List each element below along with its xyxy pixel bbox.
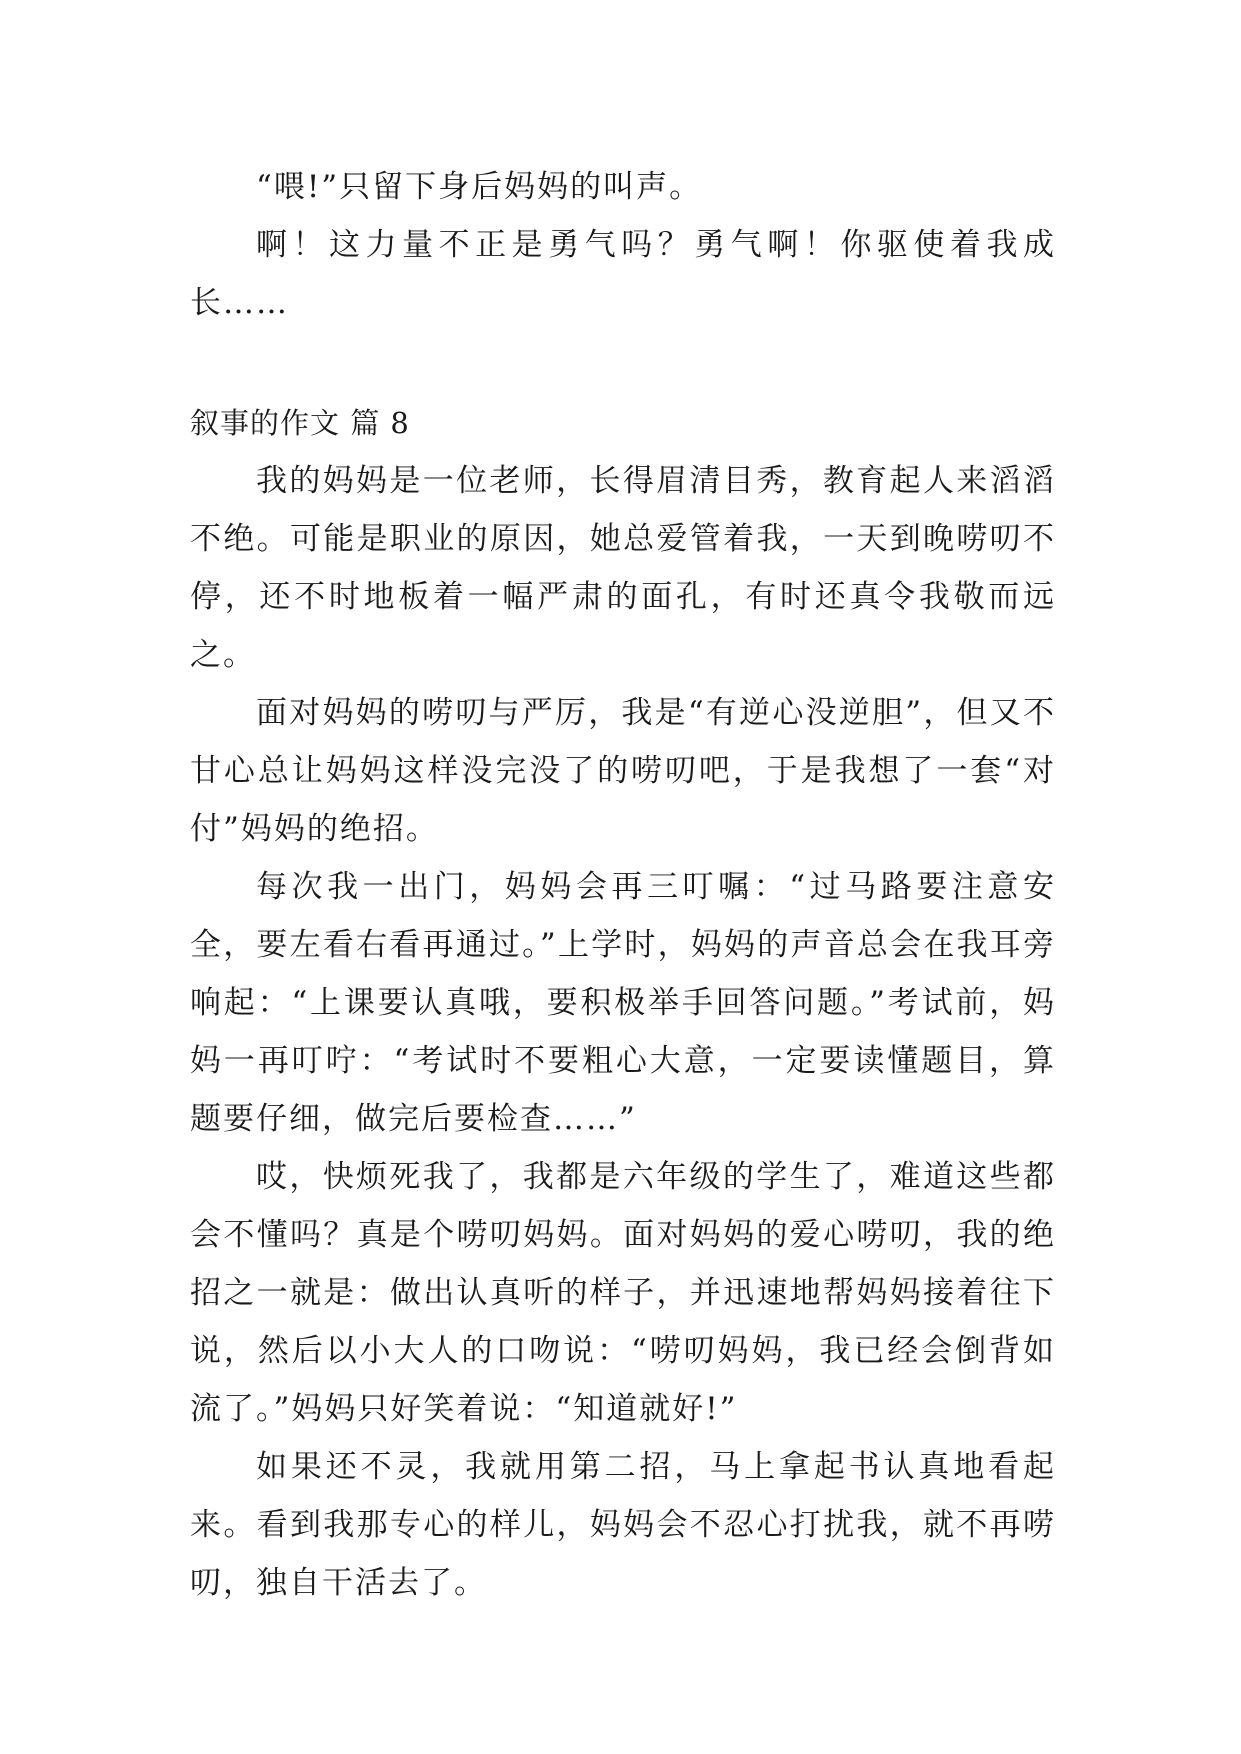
document-body [190, 158, 1056, 1612]
paragraph-3: 每次我一出门，妈妈会再三叮嘱：“过马路要注意安全，要左看右看再通过。”上学时，妈妈的声音总会在我耳旁响起：“上课要认真哦，要积极举手回答问题。”考试前，妈妈一再叮咛：“考试时不要粗心大意，一定要读懂题目，算题要仔细，做完后要检查……” [190, 869, 1056, 1137]
paragraph-5: 如果还不灵，我就用第二招，马上拿起书认真地看起来。看到我那专心的样儿，妈妈会不忍心打扰我，就不再唠叨，独自干活去了。 [190, 1449, 1056, 1601]
paragraph-continuation-1: “喂!”只留下身后妈妈的叫声。 [256, 169, 703, 205]
paragraph-2: 面对妈妈的唠叨与严厉，我是“有逆心没逆胆”，但又不甘心总让妈妈这样没完没了的唠叨吧，于是我想了一套“对付”妈妈的绝招。 [190, 695, 1056, 847]
section-title: 叙事的作文 篇 8 [190, 406, 410, 440]
paragraph-1: 我的妈妈是一位老师，长得眉清目秀，教育起人来滔滔不绝。可能是职业的原因，她总爱管着我，一天到晚唠叨不停，还不时地板着一幅严肃的面孔，有时还真令我敬而远之。 [190, 463, 1056, 673]
paragraph-continuation-2: 啊！这力量不正是勇气吗？勇气啊！你驱使着我成长…… [190, 227, 1056, 321]
paragraph-4: 哎，快烦死我了，我都是六年级的学生了，难道这些都会不懂吗？真是个唠叨妈妈。面对妈妈的爱心唠叨，我的绝招之一就是：做出认真听的样子，并迅速地帮妈妈接着往下说，然后以小大人的口吻说：“唠叨妈妈，我已经会倒背如流了。”妈妈只好笑着说：“知道就好!” [190, 1159, 1056, 1427]
